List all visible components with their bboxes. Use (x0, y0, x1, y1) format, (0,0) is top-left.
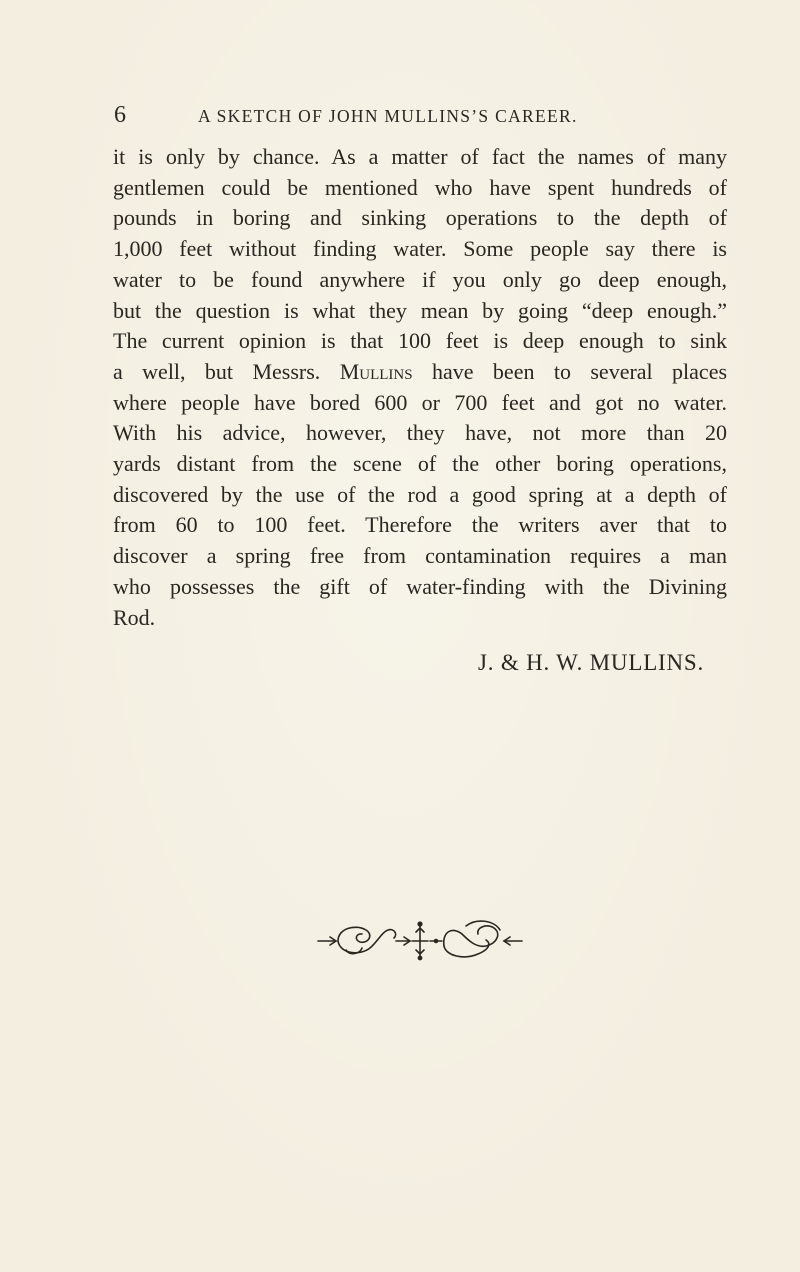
text-line: where people have bored 600 or 700 feet and got no water. (113, 389, 727, 415)
text-segment: a well, but Messrs. (113, 358, 321, 384)
signature (0, 646, 800, 686)
signature-text: J. & H. W. MULLINS. (478, 650, 705, 675)
text-line: pounds in boring and sinking operations to the depth of (113, 205, 727, 231)
text-segment: have been to several places (432, 358, 728, 384)
body-paragraph (113, 142, 727, 633)
text-line-last: Rod. (113, 604, 156, 630)
text-line-with-small-caps (113, 357, 727, 388)
page-number: 6 (114, 102, 126, 128)
text-line: discover a spring free from contamination requires a man (113, 543, 727, 569)
text-line: but the question is what they mean by going “deep enough.” (113, 297, 727, 323)
text-line: discovered by the use of the rod a good spring at a depth of (113, 481, 727, 507)
text-line: The current opinion is that 100 feet is deep enough to sink (113, 328, 727, 354)
text-line: water to be found anywhere if you only go deep enough, (113, 266, 727, 292)
printers-flourish-ornament-icon (316, 910, 524, 966)
text-line: who possesses the gift of water-finding with the Divining (113, 573, 727, 599)
small-caps-name: Mullins (339, 358, 413, 384)
text-line: gentlemen could be mentioned who have spent hundreds of (113, 174, 727, 200)
text-line: it is only by chance. As a matter of fact the names of many (113, 144, 727, 169)
page-header (0, 92, 800, 132)
text-line: yards distant from the scene of the other boring operations, (113, 451, 727, 477)
text-line: from 60 to 100 feet. Therefore the writers aver that to (113, 512, 727, 538)
running-title: A SKETCH OF JOHN MULLINS’S CAREER. (198, 106, 578, 126)
text-line: With his advice, however, they have, not more than 20 (113, 420, 727, 446)
text-line: 1,000 feet without finding water. Some people say there is (113, 236, 727, 262)
